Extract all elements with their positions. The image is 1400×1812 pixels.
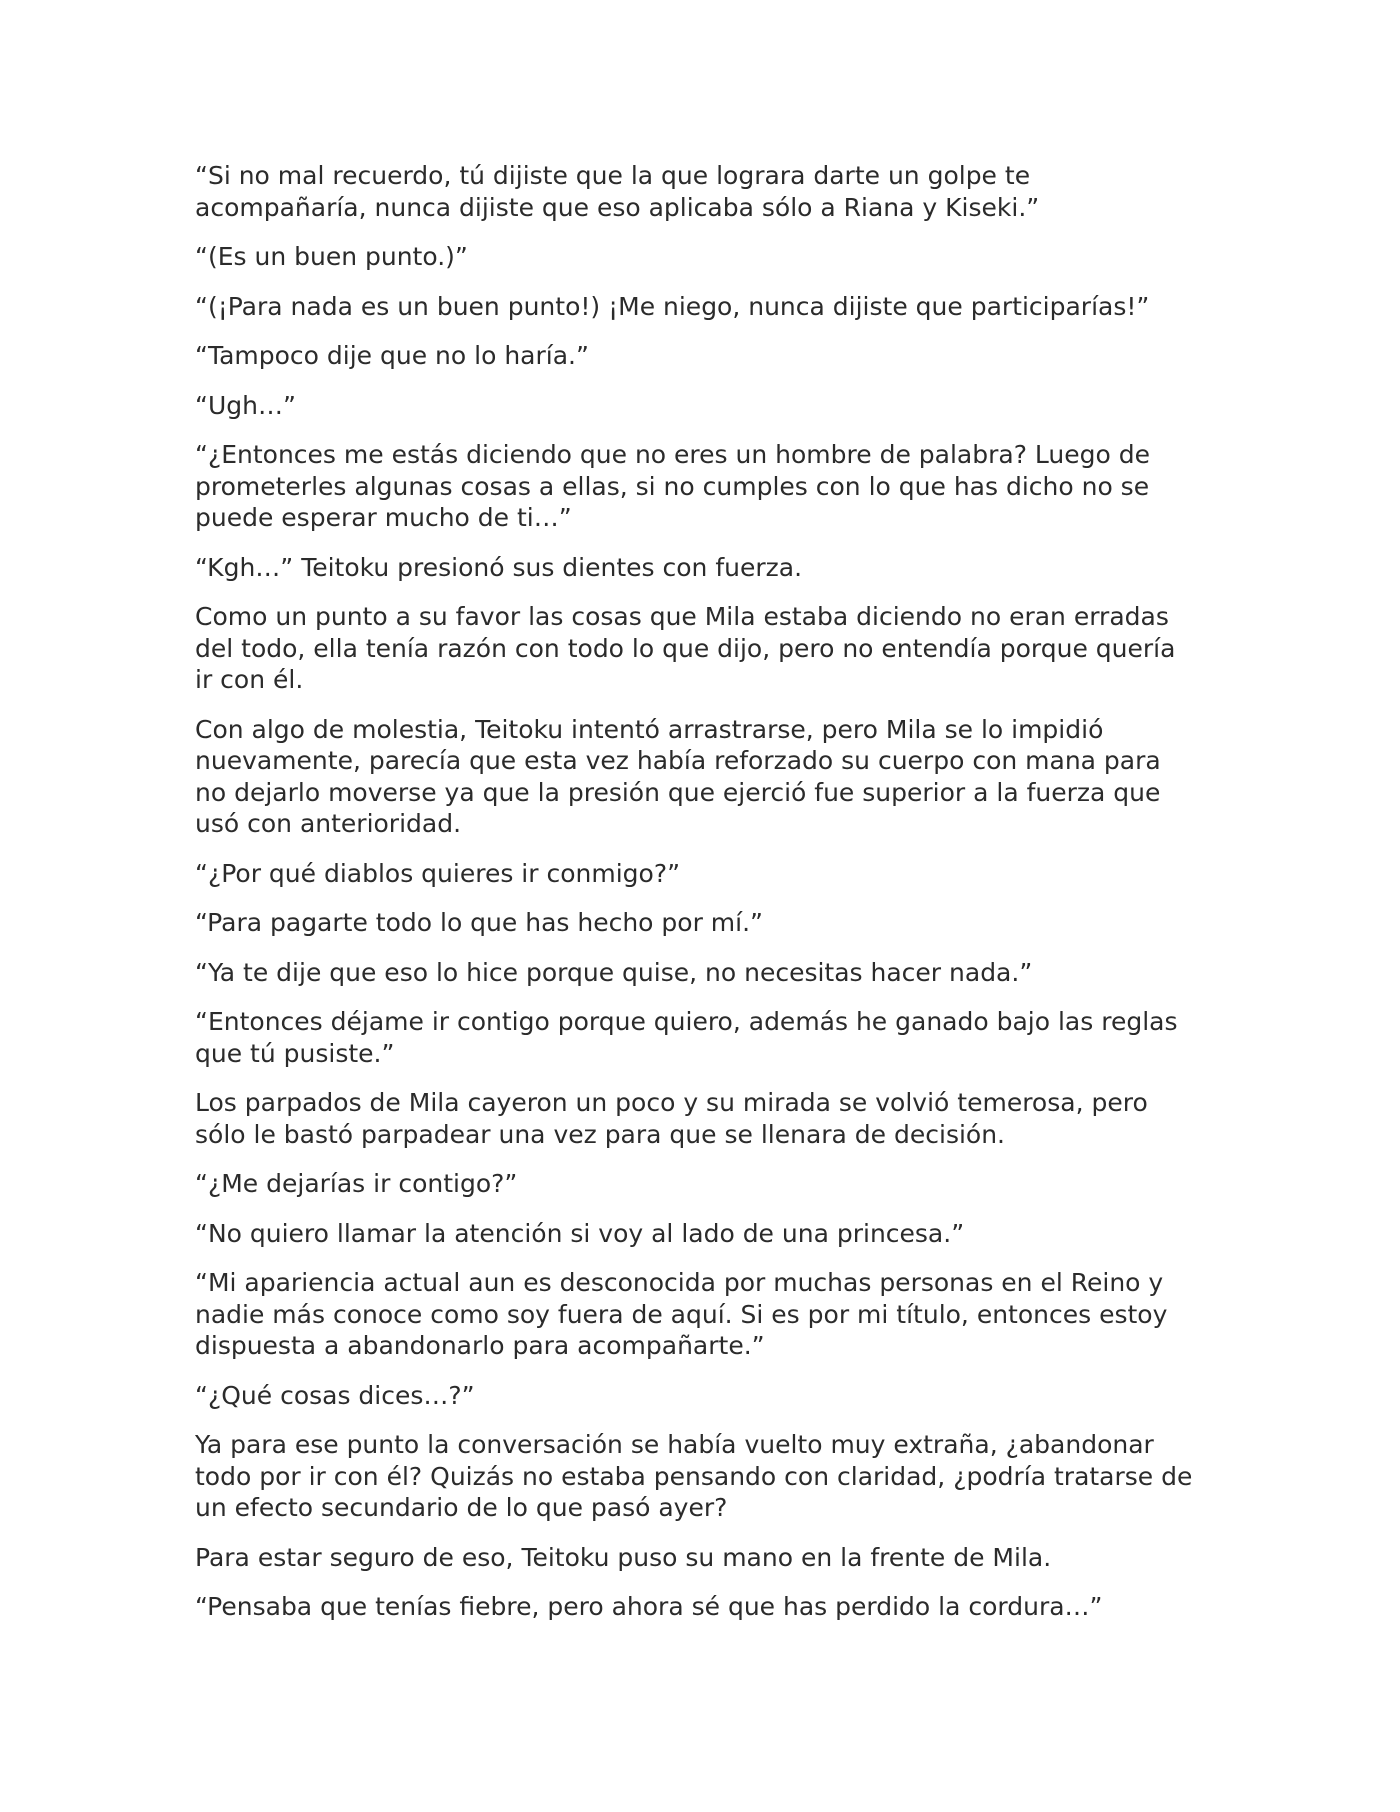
paragraph: “¿Por qué diablos quieres ir conmigo?” xyxy=(195,858,681,888)
paragraph: “¿Me dejarías ir contigo?” xyxy=(195,1169,518,1198)
paragraph: Los parpados de Mila cayeron un poco y su mirada se volvió temerosa, pero sólo le bastó parpadear una vez para que se llenara de decisión. xyxy=(195,1088,1148,1149)
paragraph: Con algo de molestia, Teitoku intentó arrastrarse, pero Mila se lo impidió nuevamente, parecía que esta vez había reforzado su cuerpo con mana para no dejarlo moverse ya que la presión que ejerció fue superior a la fuerza que usó con anterioridad. xyxy=(195,714,1161,838)
paragraph: “Entonces déjame ir contigo porque quiero, además he ganado bajo las reglas que tú pusiste.” xyxy=(195,1007,1178,1068)
paragraph: “Mi apariencia actual aun es desconocida por muchas personas en el Reino y nadie más conoce como soy fuera de aquí. Si es por mi título, entonces estoy dispuesta a abandonarlo para acompañarte.” xyxy=(195,1268,1168,1360)
paragraph: “(¡Para nada es un buen punto!) ¡Me niego, nunca dijiste que participarías!” xyxy=(195,291,1150,321)
paragraph: “¿Qué cosas dices…?” xyxy=(195,1380,475,1410)
paragraph: “Kgh…” Teitoku presionó sus dientes con fuerza. xyxy=(195,552,803,582)
paragraph: “Ugh…” xyxy=(195,390,296,420)
document-page xyxy=(195,160,1210,1641)
paragraph: “(Es un buen punto.)” xyxy=(195,242,468,271)
paragraph: Para estar seguro de eso, Teitoku puso su mano en la frente de Mila. xyxy=(195,1542,1052,1572)
paragraph: “Pensaba que tenías fiebre, pero ahora sé que has perdido la cordura…” xyxy=(195,1592,1103,1621)
paragraph: “Si no mal recuerdo, tú dijiste que la que lograra darte un golpe te acompañaría, nunca dijiste que eso aplicaba sólo a Riana y Kiseki.” xyxy=(195,161,1040,222)
paragraph: “Para pagarte todo lo que has hecho por mí.” xyxy=(195,908,764,937)
paragraph: “Tampoco dije que no lo haría.” xyxy=(195,341,589,370)
paragraph: “No quiero llamar la atención si voy al lado de una princesa.” xyxy=(195,1218,965,1248)
paragraph: Como un punto a su favor las cosas que Mila estaba diciendo no eran erradas del todo, ella tenía razón con todo lo que dijo, pero no entendía porque quería ir con él. xyxy=(195,602,1176,694)
paragraph: “Ya te dije que eso lo hice porque quise, no necesitas hacer nada.” xyxy=(195,957,1033,987)
paragraph: “¿Entonces me estás diciendo que no eres un hombre de palabra? Luego de prometerles algunas cosas a ellas, si no cumples con lo que has dicho no se puede esperar mucho de ti…” xyxy=(195,440,1150,532)
paragraph: Ya para ese punto la conversación se había vuelto muy extraña, ¿abandonar todo por ir con él? Quizás no estaba pensando con claridad, ¿podría tratarse de un efecto secundario de lo que pasó ayer? xyxy=(195,1430,1193,1522)
